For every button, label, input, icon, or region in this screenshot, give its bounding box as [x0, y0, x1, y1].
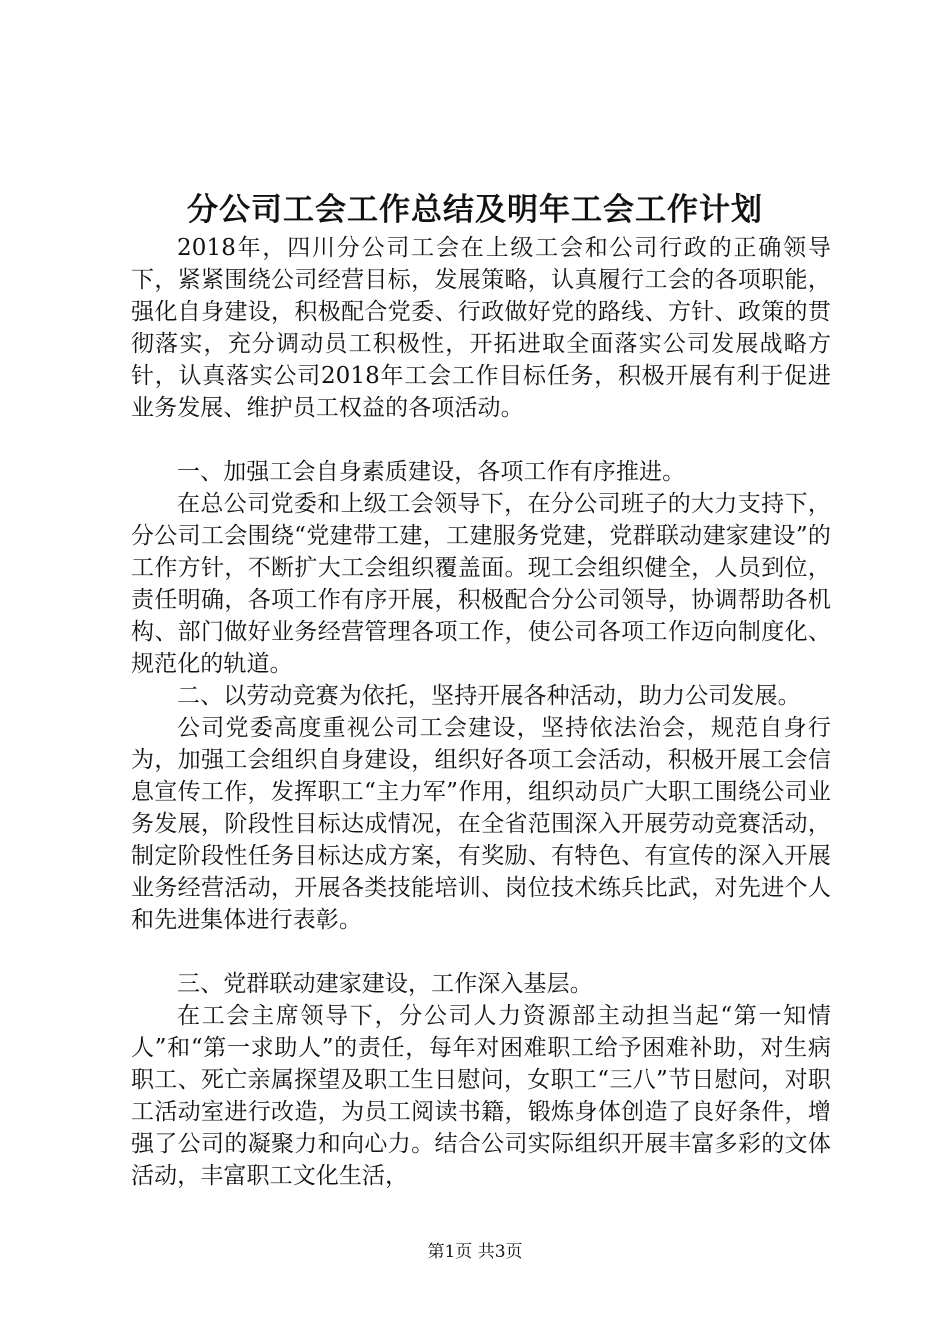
section-heading-1: 一、加强工会自身素质建设，各项工作有序推进。 — [177, 459, 686, 485]
section-paragraph-1: 在总公司党委和上级工会领导下，在分公司班子的大力支持下，分公司工会围绕“党建带工建，工建服务党建，党群联动建家建设”的工作方针，不断扩大工会组织覆盖面。现工会组织健全，人员到位，责任明确，各项工作有序开展，积极配合分公司领导，协调帮助各机构、部门做好业务经营管理各项工作，使公司各项工作迈向制度化、规范化的轨道。 — [131, 491, 831, 677]
section-paragraph-3: 在工会主席领导下，分公司人力资源部主动担当起“第一知情人”和“第一求助人”的责任，每年对困难职工给予困难补助，对生病职工、死亡亲属探望及职工生日慰问，女职工“三八”节日慰问，对职工活动室进行改造，为员工阅读书籍，锻炼身体创造了良好条件，增强了公司的凝聚力和向心力。结合公司实际组织开展丰富多彩的文体活动，丰富职工文化生活， — [131, 1003, 831, 1189]
intro-paragraph: 2018年，四川分公司工会在上级工会和公司行政的正确领导下，紧紧围绕公司经营目标，发展策略，认真履行工会的各项职能，强化自身建设，积极配合党委、行政做好党的路线、方针、政策的贯彻落实，充分调动员工积极性，开拓进取全面落实公司发展战略方针，认真落实公司2018年工会工作目标任务，积极开展有利于促进业务发展、维护员工权益的各项活动。 — [131, 235, 831, 421]
section-heading-2: 二、以劳动竞赛为依托，坚持开展各种活动，助力公司发展。 — [177, 683, 801, 709]
section-heading-3: 三、党群联动建家建设，工作深入基层。 — [177, 971, 593, 997]
document-body — [131, 232, 831, 1192]
page-number-footer: 第1页 共3页 — [427, 1242, 523, 1262]
section-paragraph-2: 公司党委高度重视公司工会建设，坚持依法治会，规范自身行为，加强工会组织自身建设，组织好各项工会活动，积极开展工会信息宣传工作，发挥职工“主力军”作用，组织动员广大职工围绕公司业务发展，阶段性目标达成情况，在全省范围深入开展劳动竞赛活动，制定阶段性任务目标达成方案，有奖励、有特色、有宣传的深入开展业务经营活动，开展各类技能培训、岗位技术练兵比武，对先进个人和先进集体进行表彰。 — [131, 715, 831, 933]
document-title: 分公司工会工作总结及明年工会工作计划 — [187, 192, 763, 228]
